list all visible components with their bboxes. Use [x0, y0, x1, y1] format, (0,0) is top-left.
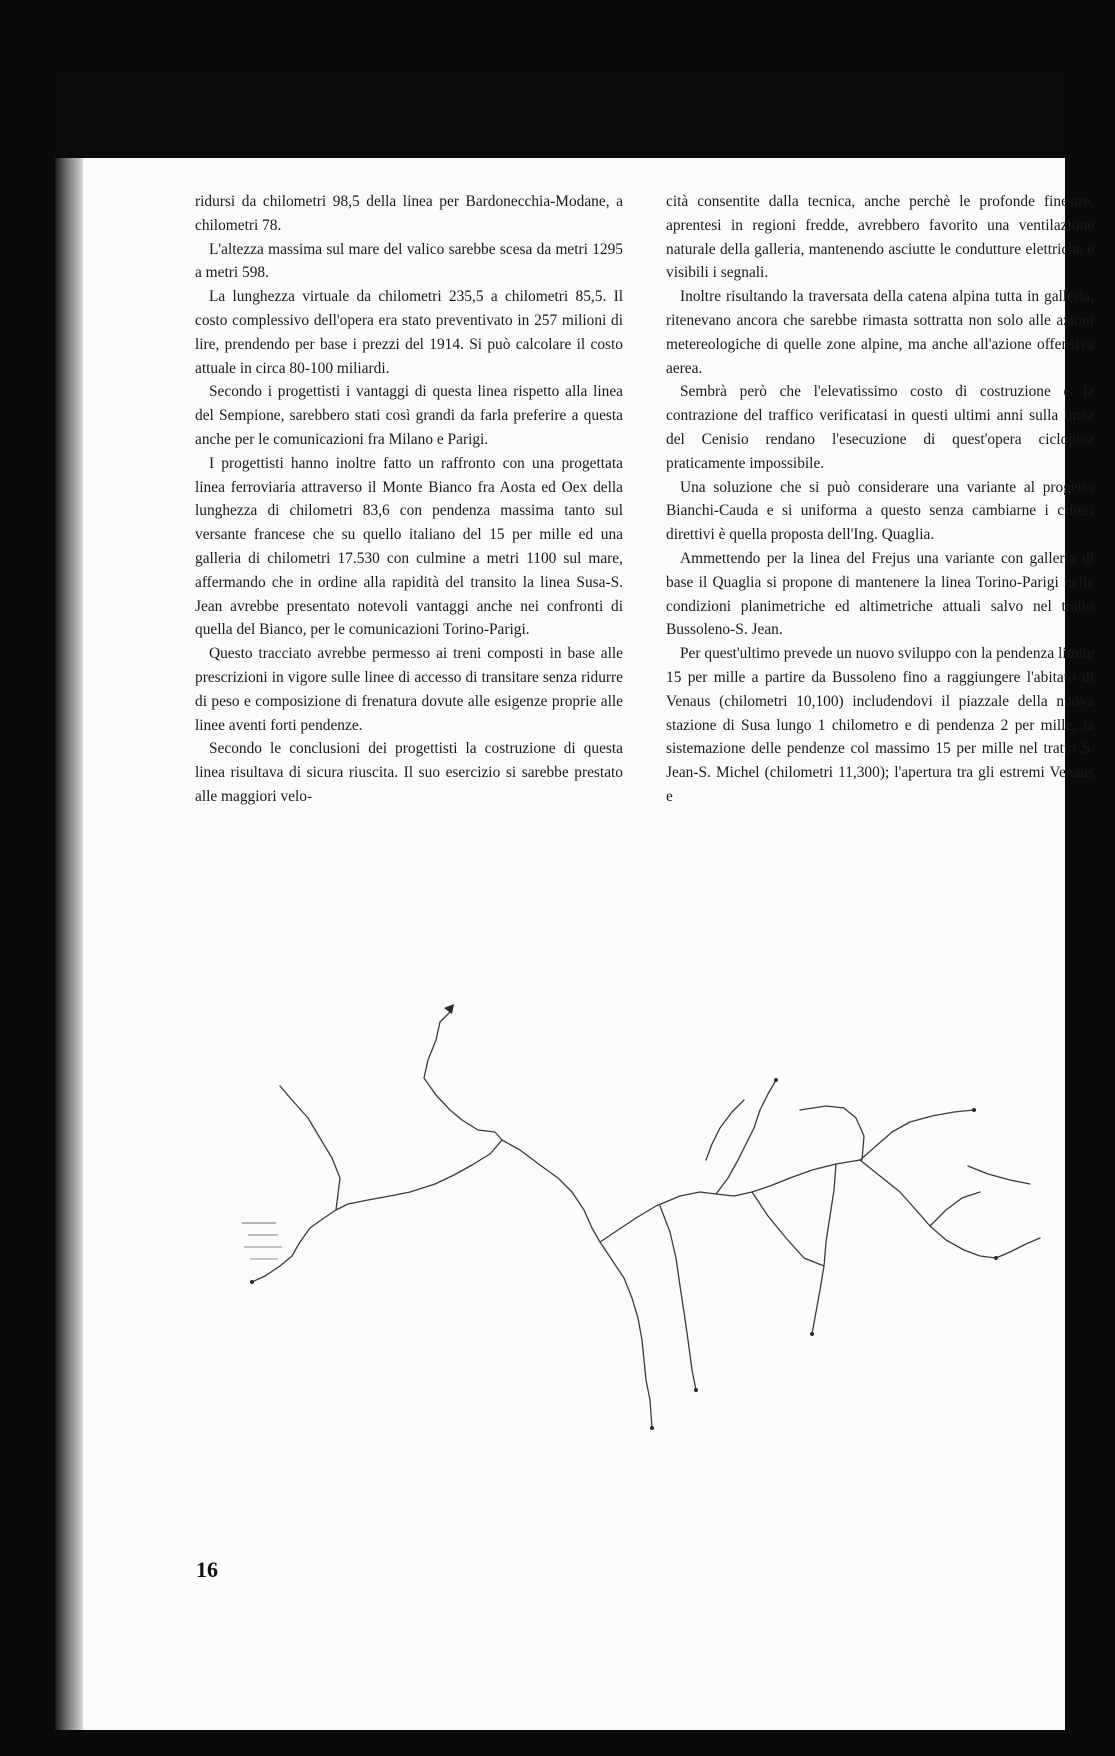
railway-network-drawing — [240, 960, 1070, 1480]
rail-line — [752, 1192, 824, 1266]
rail-line — [716, 1080, 776, 1194]
railway-map — [240, 960, 1070, 1480]
text-column-left — [195, 190, 623, 809]
paragraph: I progettisti hanno inoltre fatto un raffronto con una progettata linea ferroviaria attraverso il Monte Bianco fra Aosta ed Oex della lunghezza di chilometri 83,6 con pendenza massima tanto sul versante francese che su quello italiano del 15 per mille ed una galleria di chilometri 17.530 con culmine a metri 1100 sul mare, affermando che in ordine alla rapidità del transito la linea Susa-S. Jean avrebbe presentato notevoli vantaggi anche nei confronti di quella del Bianco, per le comunicazioni Torino-Parigi. — [195, 454, 623, 639]
paragraph: Questo tracciato avrebbe permesso ai treni composti in base alle prescrizioni in vigore sulle linee di accesso di transitare senza ridurre di peso e composizione di frenatura dovute alle esigenze proprie alle linee aventi forti pendenze. — [195, 645, 623, 734]
text-column-right — [666, 190, 1094, 809]
rail-line — [280, 1086, 340, 1210]
map-legend — [242, 1222, 282, 1260]
rail-line — [860, 1110, 974, 1160]
station-marker — [694, 1388, 698, 1392]
station-marker — [810, 1332, 814, 1336]
rail-line — [812, 1164, 836, 1334]
binding-gutter — [55, 70, 83, 1730]
rail-line — [600, 1242, 652, 1428]
paragraph: L'altezza massima sul mare del valico sarebbe scesa da metri 1295 a metri 598. — [195, 240, 623, 282]
paragraph: cità consentite dalla tecnica, anche perchè le profonde finestre, aprentesi in regioni fredde, avrebbero favorito una ventilazione naturale della galleria, mantenendo asciutte le condutture elettriche e visibili i segnali. — [666, 193, 1094, 282]
rail-line — [502, 1140, 600, 1242]
paragraph: Secondo i progettisti i vantaggi di questa linea rispetto alla linea del Sempione, sarebbero stati così grandi da farla preferire a questa anche per le comunicazioni fra Milano e Parigi. — [195, 383, 623, 448]
station-marker — [650, 1426, 654, 1430]
rail-line — [336, 1012, 502, 1210]
paragraph: Sembrà però che l'elevatissimo costo di costruzione e la contrazione del traffico verificatasi in questi ultimi anni sulla linea del Cenisio rendano l'esecuzione di quest'opera ciclopica praticamente impossibile. — [666, 383, 1094, 472]
rail-line — [996, 1238, 1040, 1258]
station-marker — [972, 1108, 976, 1112]
paragraph: La lunghezza virtuale da chilometri 235,5 a chilometri 85,5. Il costo complessivo dell'opera era stato preventivato in 257 milioni di lire, prendendo per base i prezzi del 1914. Si può calcolare il costo attuale in circa 80-100 miliardi. — [195, 288, 623, 377]
station-marker — [250, 1280, 254, 1284]
rail-line — [706, 1100, 744, 1160]
paragraph: Per quest'ultimo prevede un nuovo sviluppo con la pendenza limite 15 per mille a partire da Bussoleno fino a raggiungere l'abitato di Venaus (chilometri 10,100) includendovi il piazzale della nuova stazione di Susa lungo 1 chilometro e di pendenza 2 per mille; la sistemazione delle pendenze col massimo 15 per mille nel tratto S. Jean-S. Michel (chilometri 11,300); l'apertura tra gli estremi Venaus e — [666, 645, 1094, 805]
top-scan-shadow — [55, 70, 1075, 158]
paragraph: Inoltre risultando la traversata della catena alpina tutta in galleria, ritenevano ancora che sarebbe rimasta sottratta non solo alle azioni metereologiche di quelle zone alpine, ma anche all'azione offensiva aerea. — [666, 288, 1094, 377]
station-marker — [774, 1078, 778, 1082]
page-number: 16 — [196, 1557, 218, 1582]
rail-line — [860, 1160, 996, 1258]
paragraph: Secondo le conclusioni dei progettisti la costruzione di questa linea risultava di sicura riuscita. Il suo esercizio si sarebbe prestato alle maggiori velo- — [195, 740, 623, 805]
rail-line — [716, 1160, 860, 1196]
paragraph: Ammettendo per la linea del Frejus una variante con galleria di base il Quaglia si propone di mantenere la linea Torino-Parigi nelle condizioni planimetriche ed altimetriche attuali salvo nel tratto Bussoleno-S. Jean. — [666, 549, 1094, 639]
rail-line — [600, 1192, 716, 1242]
rail-line — [800, 1106, 864, 1160]
paragraph: Una soluzione che si può considerare una variante al progetto Bianchi-Cauda e si uniforma a questo senza cambiarne i criteri direttivi è quella proposta dell'Ing. Quaglia. — [666, 478, 1094, 544]
station-markers — [250, 1004, 998, 1430]
station-marker — [994, 1256, 998, 1260]
rail-line — [660, 1206, 696, 1390]
rail-line — [968, 1166, 1030, 1184]
rail-line — [930, 1192, 980, 1226]
paragraph: ridursi da chilometri 98,5 della linea per Bardonecchia-Modane, a chilometri 78. — [195, 193, 623, 234]
